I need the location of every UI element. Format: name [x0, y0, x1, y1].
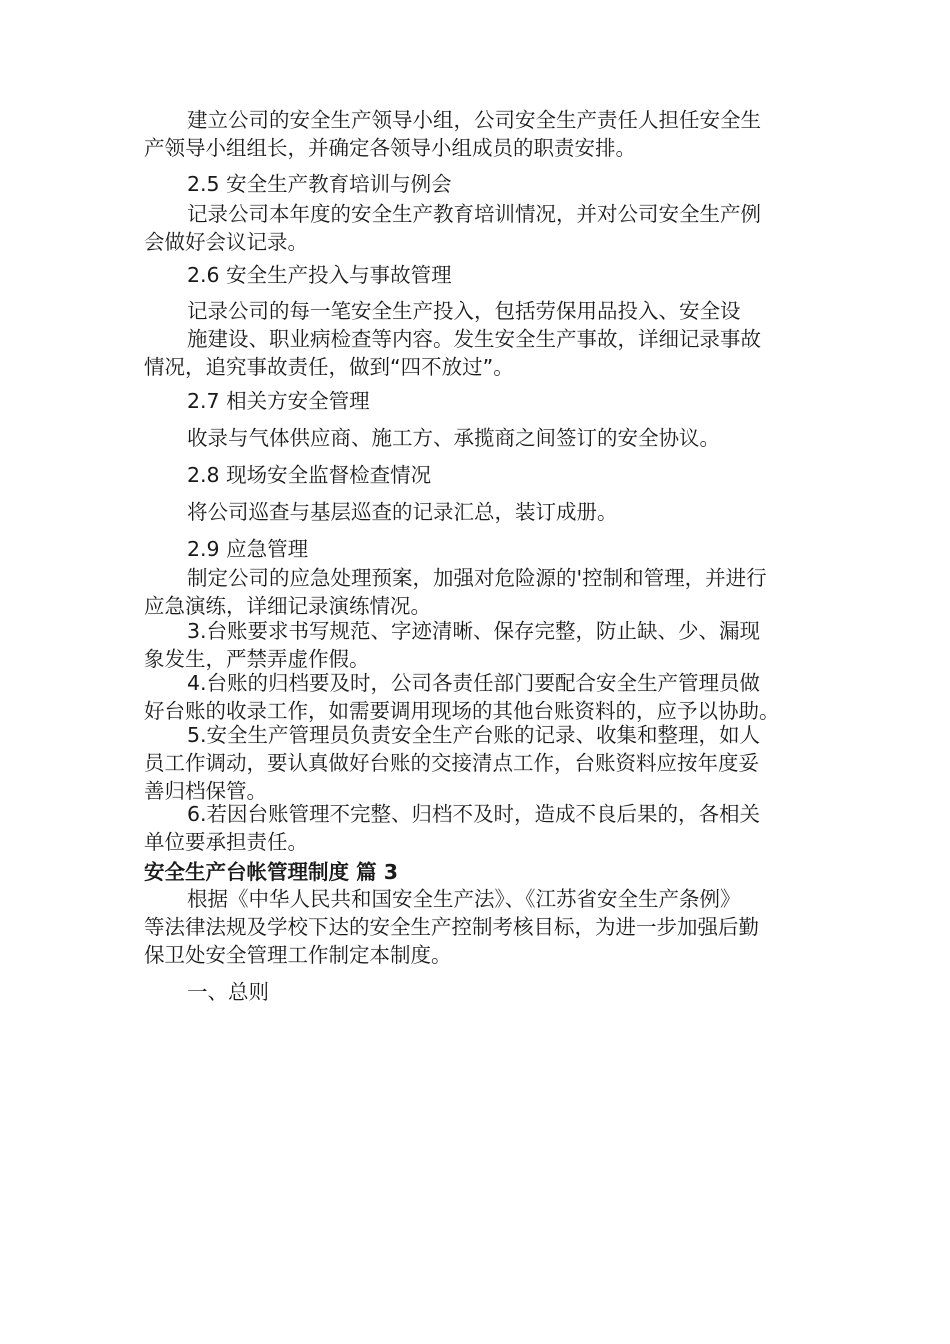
text-line: 会做好会议记录。: [144, 230, 308, 254]
paragraph: [144, 106, 808, 162]
section-heading: 2.8 现场安全监督检查情况: [187, 463, 432, 487]
text-line: 应急演练，详细记录演练情况。: [144, 594, 431, 618]
text-line: 5.安全生产管理员负责安全生产台账的记录、收集和整理，如人: [187, 723, 761, 747]
text-line: 3.台账要求书写规范、字迹清晰、保存完整，防止缺、少、漏现: [187, 619, 761, 643]
paragraph: [144, 200, 808, 256]
paragraph: [144, 564, 808, 620]
paragraph: [144, 617, 808, 673]
paragraph: [144, 297, 808, 381]
text-line: 6.若因台账管理不完整、归档不及时，造成不良后果的，各相关: [187, 802, 761, 826]
text-line: 象发生，严禁弄虚作假。: [144, 647, 370, 671]
paragraph: [144, 800, 808, 856]
text-line: 单位要承担责任。: [144, 830, 308, 854]
text-line: 产领导小组组长，并确定各领导小组成员的职责安排。: [144, 136, 636, 160]
text-line: 4.台账的归档要及时，公司各责任部门要配合安全生产管理员做: [187, 671, 761, 695]
section-heading: 2.7 相关方安全管理: [187, 389, 370, 413]
section-heading: 2.5 安全生产教育培训与例会: [187, 172, 452, 196]
paragraph: [144, 885, 808, 969]
text-line: 保卫处安全管理工作制定本制度。: [144, 943, 452, 967]
section-title: 安全生产台帐管理制度 篇 3: [144, 860, 399, 884]
text-line: 善归档保管。: [144, 779, 267, 803]
paragraph: [144, 669, 808, 725]
text-line: 施建设、职业病检查等内容。发生安全生产事故，详细记录事故: [187, 327, 761, 351]
section-heading: 2.6 安全生产投入与事故管理: [187, 263, 452, 287]
paragraph: 收录与气体供应商、施工方、承揽商之间签订的安全协议。: [187, 426, 720, 450]
text-line: 好台账的收录工作，如需要调用现场的其他台账资料的，应予以协助。: [144, 699, 780, 723]
section-heading: 2.9 应急管理: [187, 537, 309, 561]
text-line: 记录公司本年度的安全生产教育培训情况，并对公司安全生产例: [187, 202, 761, 226]
section-heading: 一、总则: [187, 980, 269, 1004]
paragraph: 将公司巡查与基层巡查的记录汇总，装订成册。: [187, 500, 618, 524]
paragraph: [144, 721, 808, 805]
text-line: 情况，追究事故责任，做到“四不放过”。: [144, 355, 514, 379]
text-line: 记录公司的每一笔安全生产投入，包括劳保用品投入、安全设: [187, 299, 741, 323]
text-line: 建立公司的安全生产领导小组，公司安全生产责任人担任安全生: [187, 108, 761, 132]
text-line: 等法律法规及学校下达的安全生产控制考核目标，为进一步加强后勤: [144, 915, 759, 939]
text-line: 制定公司的应急处理预案，加强对危险源的'控制和管理，并进行: [187, 566, 767, 590]
text-line: 根据《中华人民共和国安全生产法》、《江苏省安全生产条例》: [187, 887, 741, 911]
text-line: 员工作调动，要认真做好台账的交接清点工作，台账资料应按年度妥: [144, 751, 759, 775]
